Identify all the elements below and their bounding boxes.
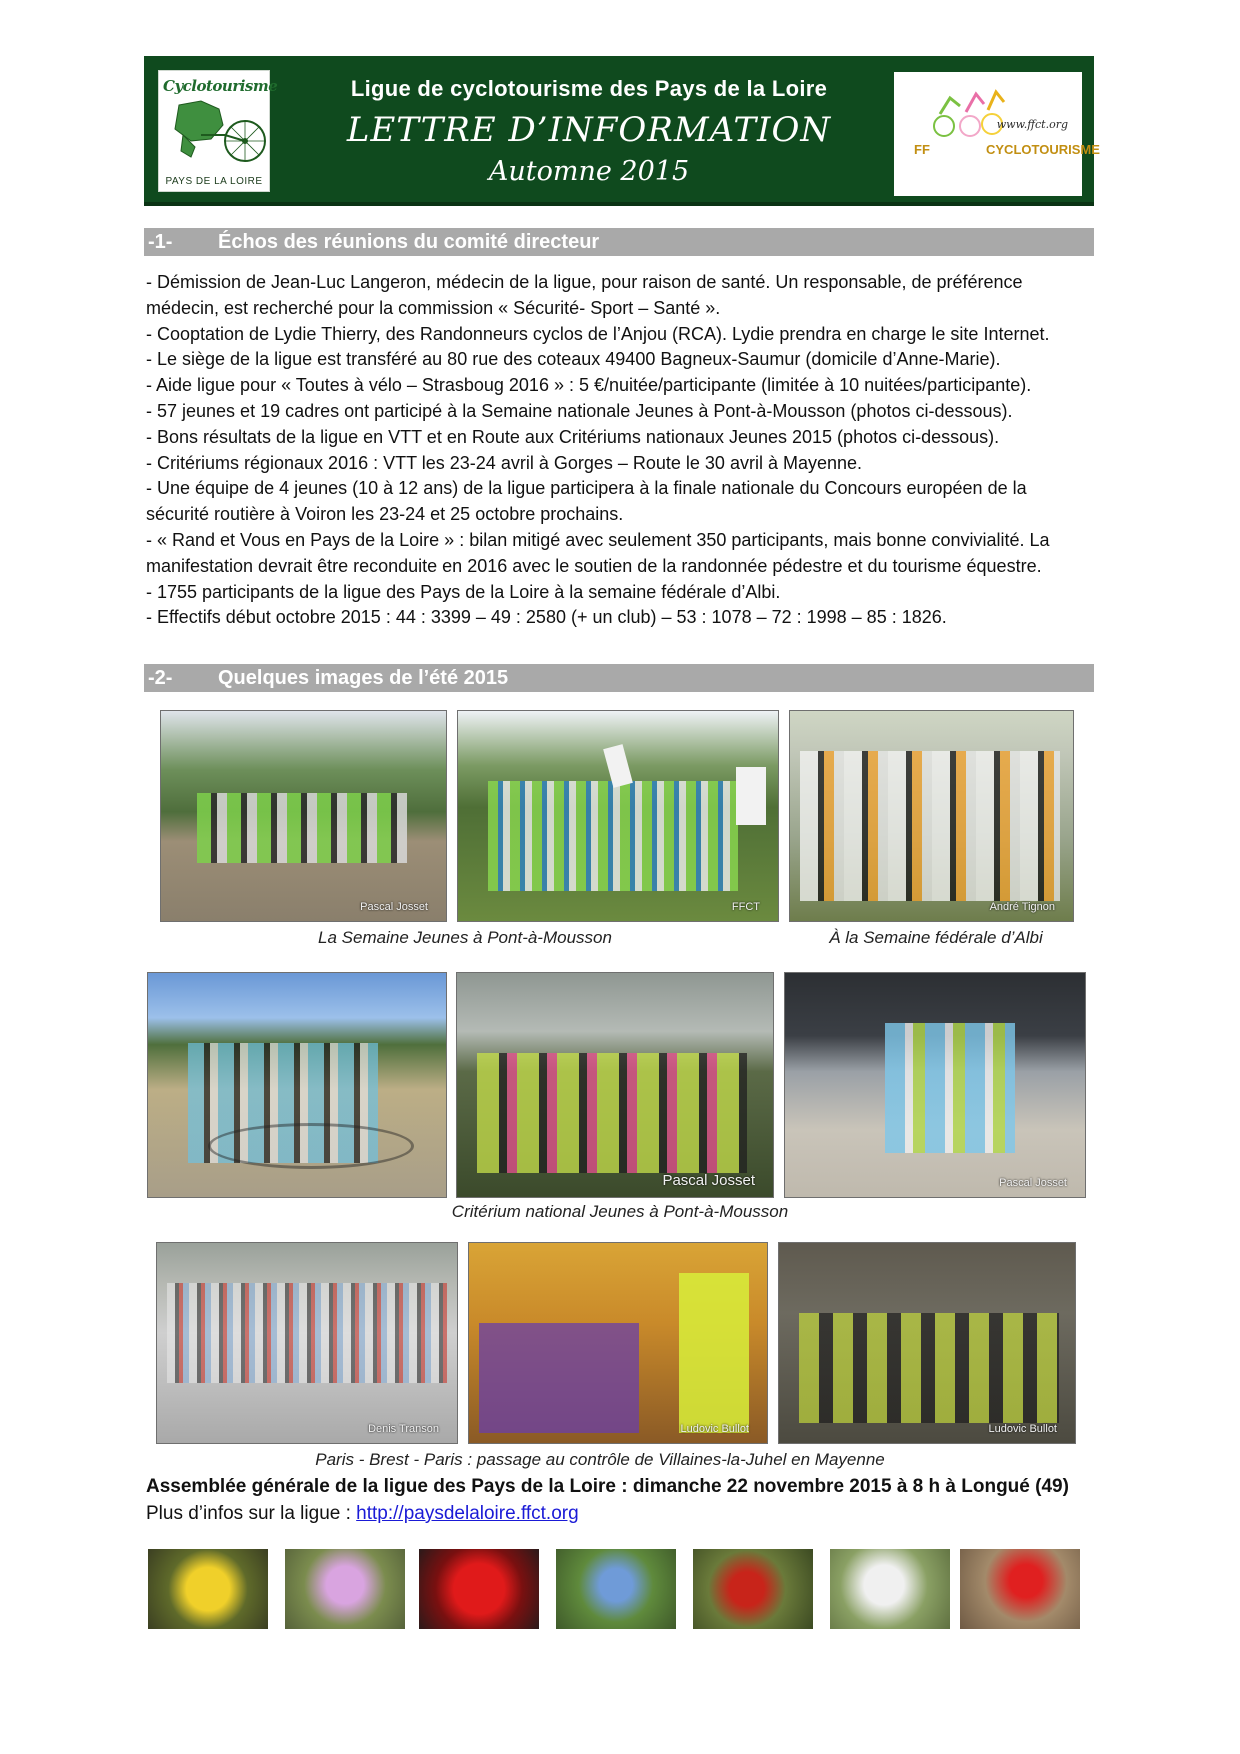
- newsletter-title: LETTRE D’INFORMATION: [346, 110, 832, 150]
- league-logo: [158, 70, 278, 192]
- bicycle-map-icon: [161, 95, 267, 171]
- body-line: - Effectifs début octobre 2015 : 44 : 3399 – 49 : 2580 (+ un club) – 53 : 1078 – 72 : 1998 – 85 : 1826.: [146, 607, 947, 628]
- thumb-blue-flower: [556, 1549, 676, 1629]
- caption-semaine-federale: À la Semaine fédérale d’Albi: [829, 928, 1043, 947]
- body-line: manifestation devrait être reconduite en 2016 avec le soutien de la randonnée pédestre et du tourisme équestre.: [146, 555, 1042, 576]
- section-1-header: [144, 228, 1094, 256]
- ffct-url: www.ffct.org: [996, 118, 1068, 131]
- ffct-logo: [894, 72, 1100, 196]
- body-line: - « Rand et Vous en Pays de la Loire » : bilan mitigé avec seulement 350 participants, mais bonne convivialité. La: [146, 529, 1050, 550]
- section-1-title: Échos des réunions du comité directeur: [218, 231, 600, 253]
- photo-pbp-pointage: [468, 1242, 768, 1444]
- photo-credit: Ludovic Bullot: [680, 1423, 749, 1435]
- thumb-fly-agaric: [960, 1549, 1080, 1629]
- logo-region-text: PAYS DE LA LOIRE: [165, 176, 263, 187]
- photo-credit: Pascal Josset: [999, 1177, 1067, 1189]
- body-line: médecin, est recherché pour la commission « Sécurité- Sport – Santé ».: [146, 297, 721, 318]
- photo-semaine-jeunes-1: [160, 710, 447, 922]
- photo-criterium-podium: [784, 972, 1086, 1198]
- page-title: Ligue de cyclotourisme des Pays de la Loire: [350, 76, 828, 101]
- body-line: - Bons résultats de la ligue en VTT et en Route aux Critériums nationaux Jeunes 2015 (photos ci-dessous).: [146, 426, 1000, 447]
- logo-script-text: Cyclotourisme: [163, 77, 278, 95]
- body-line: - Cooptation de Lydie Thierry, des Randonneurs cyclos de l’Anjou (RCA). Lydie prendra en charge le site Internet.: [146, 323, 1050, 344]
- body-line: - Démission de Jean-Luc Langeron, médecin de la ligue, pour raison de santé. Un responsable, de préférence: [146, 272, 1023, 292]
- thumb-rose-hips: [693, 1549, 813, 1629]
- photo-criterium-2: [456, 972, 774, 1198]
- thumb-red-leaves: [419, 1549, 539, 1629]
- photo-credit: Denis Transon: [368, 1423, 439, 1435]
- general-assembly-notice: Assemblée générale de la ligue des Pays de la Loire : dimanche 22 novembre 2015 à 8 h à Longué (49): [146, 1476, 1069, 1497]
- body-line: - Une équipe de 4 jeunes (10 à 12 ans) de la ligue participera à la finale nationale du Concours européen de la: [146, 478, 1027, 499]
- body-line: - Critériums régionaux 2016 : VTT les 23-24 avril à Gorges – Route le 30 avril à Mayenne.: [146, 452, 863, 473]
- body-line: - 1755 participants de la ligue des Pays de la Loire à la semaine fédérale d’Albi.: [146, 581, 781, 602]
- cyclists-icon: [930, 84, 1010, 140]
- photo-semaine-jeunes-2: [457, 710, 779, 922]
- more-info-label: Plus d’infos sur la ligue :: [146, 1503, 357, 1524]
- body-line: sécurité routière à Voiron les 23-24 et 25 octobre prochains.: [146, 504, 624, 525]
- more-info-line: [146, 1503, 846, 1525]
- photo-credit: André Tignon: [989, 901, 1055, 913]
- body-line: - Aide ligue pour « Toutes à vélo – Strasboug 2016 » : 5 €/nuitée/participante (limitée à 10 nuitées/participante).: [146, 375, 1032, 396]
- league-website-link[interactable]: http://paysdelaloire.ffct.org: [356, 1503, 579, 1524]
- ffct-cyclo-text: CYCLOTOURISME: [986, 142, 1100, 157]
- photo-pbp-controle: [156, 1242, 458, 1444]
- body-line: - Le siège de la ligue est transféré au 80 rue des coteaux 49400 Bagneux-Saumur (domicile d’Anne-Marie).: [146, 349, 1001, 370]
- thumb-crocus-flower: [285, 1549, 405, 1629]
- header-banner: [144, 56, 1100, 206]
- photo-criterium-1: [147, 972, 447, 1198]
- photo-semaine-federale-albi: [789, 710, 1074, 922]
- section-1-body: [146, 270, 1096, 631]
- body-line: - 57 jeunes et 19 cadres ont participé à la Semaine nationale Jeunes à Pont-à-Mousson (photos ci-dessous).: [146, 400, 1013, 421]
- photo-credit: Ludovic Bullot: [988, 1423, 1057, 1435]
- section-1-number: -1-: [148, 231, 173, 253]
- section-2-number: -2-: [148, 667, 173, 689]
- thumb-yellow-leaf: [148, 1549, 268, 1629]
- ffct-ff-text: FF: [914, 142, 930, 157]
- caption-paris-brest-paris: Paris - Brest - Paris : passage au contrôle de Villaines-la-Juhel en Mayenne: [315, 1450, 885, 1469]
- edition-label: Automne 2015: [488, 156, 690, 187]
- section-2-header: [144, 664, 1094, 692]
- caption-criterium: Critérium national Jeunes à Pont-à-Mousson: [451, 1202, 789, 1221]
- photo-credit: Pascal Josset: [360, 901, 428, 913]
- section-2-title: Quelques images de l’été 2015: [218, 667, 509, 689]
- photo-credit: FFCT: [731, 901, 760, 913]
- thumb-dandelion-seeds: [830, 1549, 950, 1629]
- caption-semaine-jeunes: La Semaine Jeunes à Pont-à-Mousson: [318, 928, 612, 947]
- photo-pbp-repos: [778, 1242, 1076, 1444]
- photo-credit: Pascal Josset: [662, 1172, 755, 1189]
